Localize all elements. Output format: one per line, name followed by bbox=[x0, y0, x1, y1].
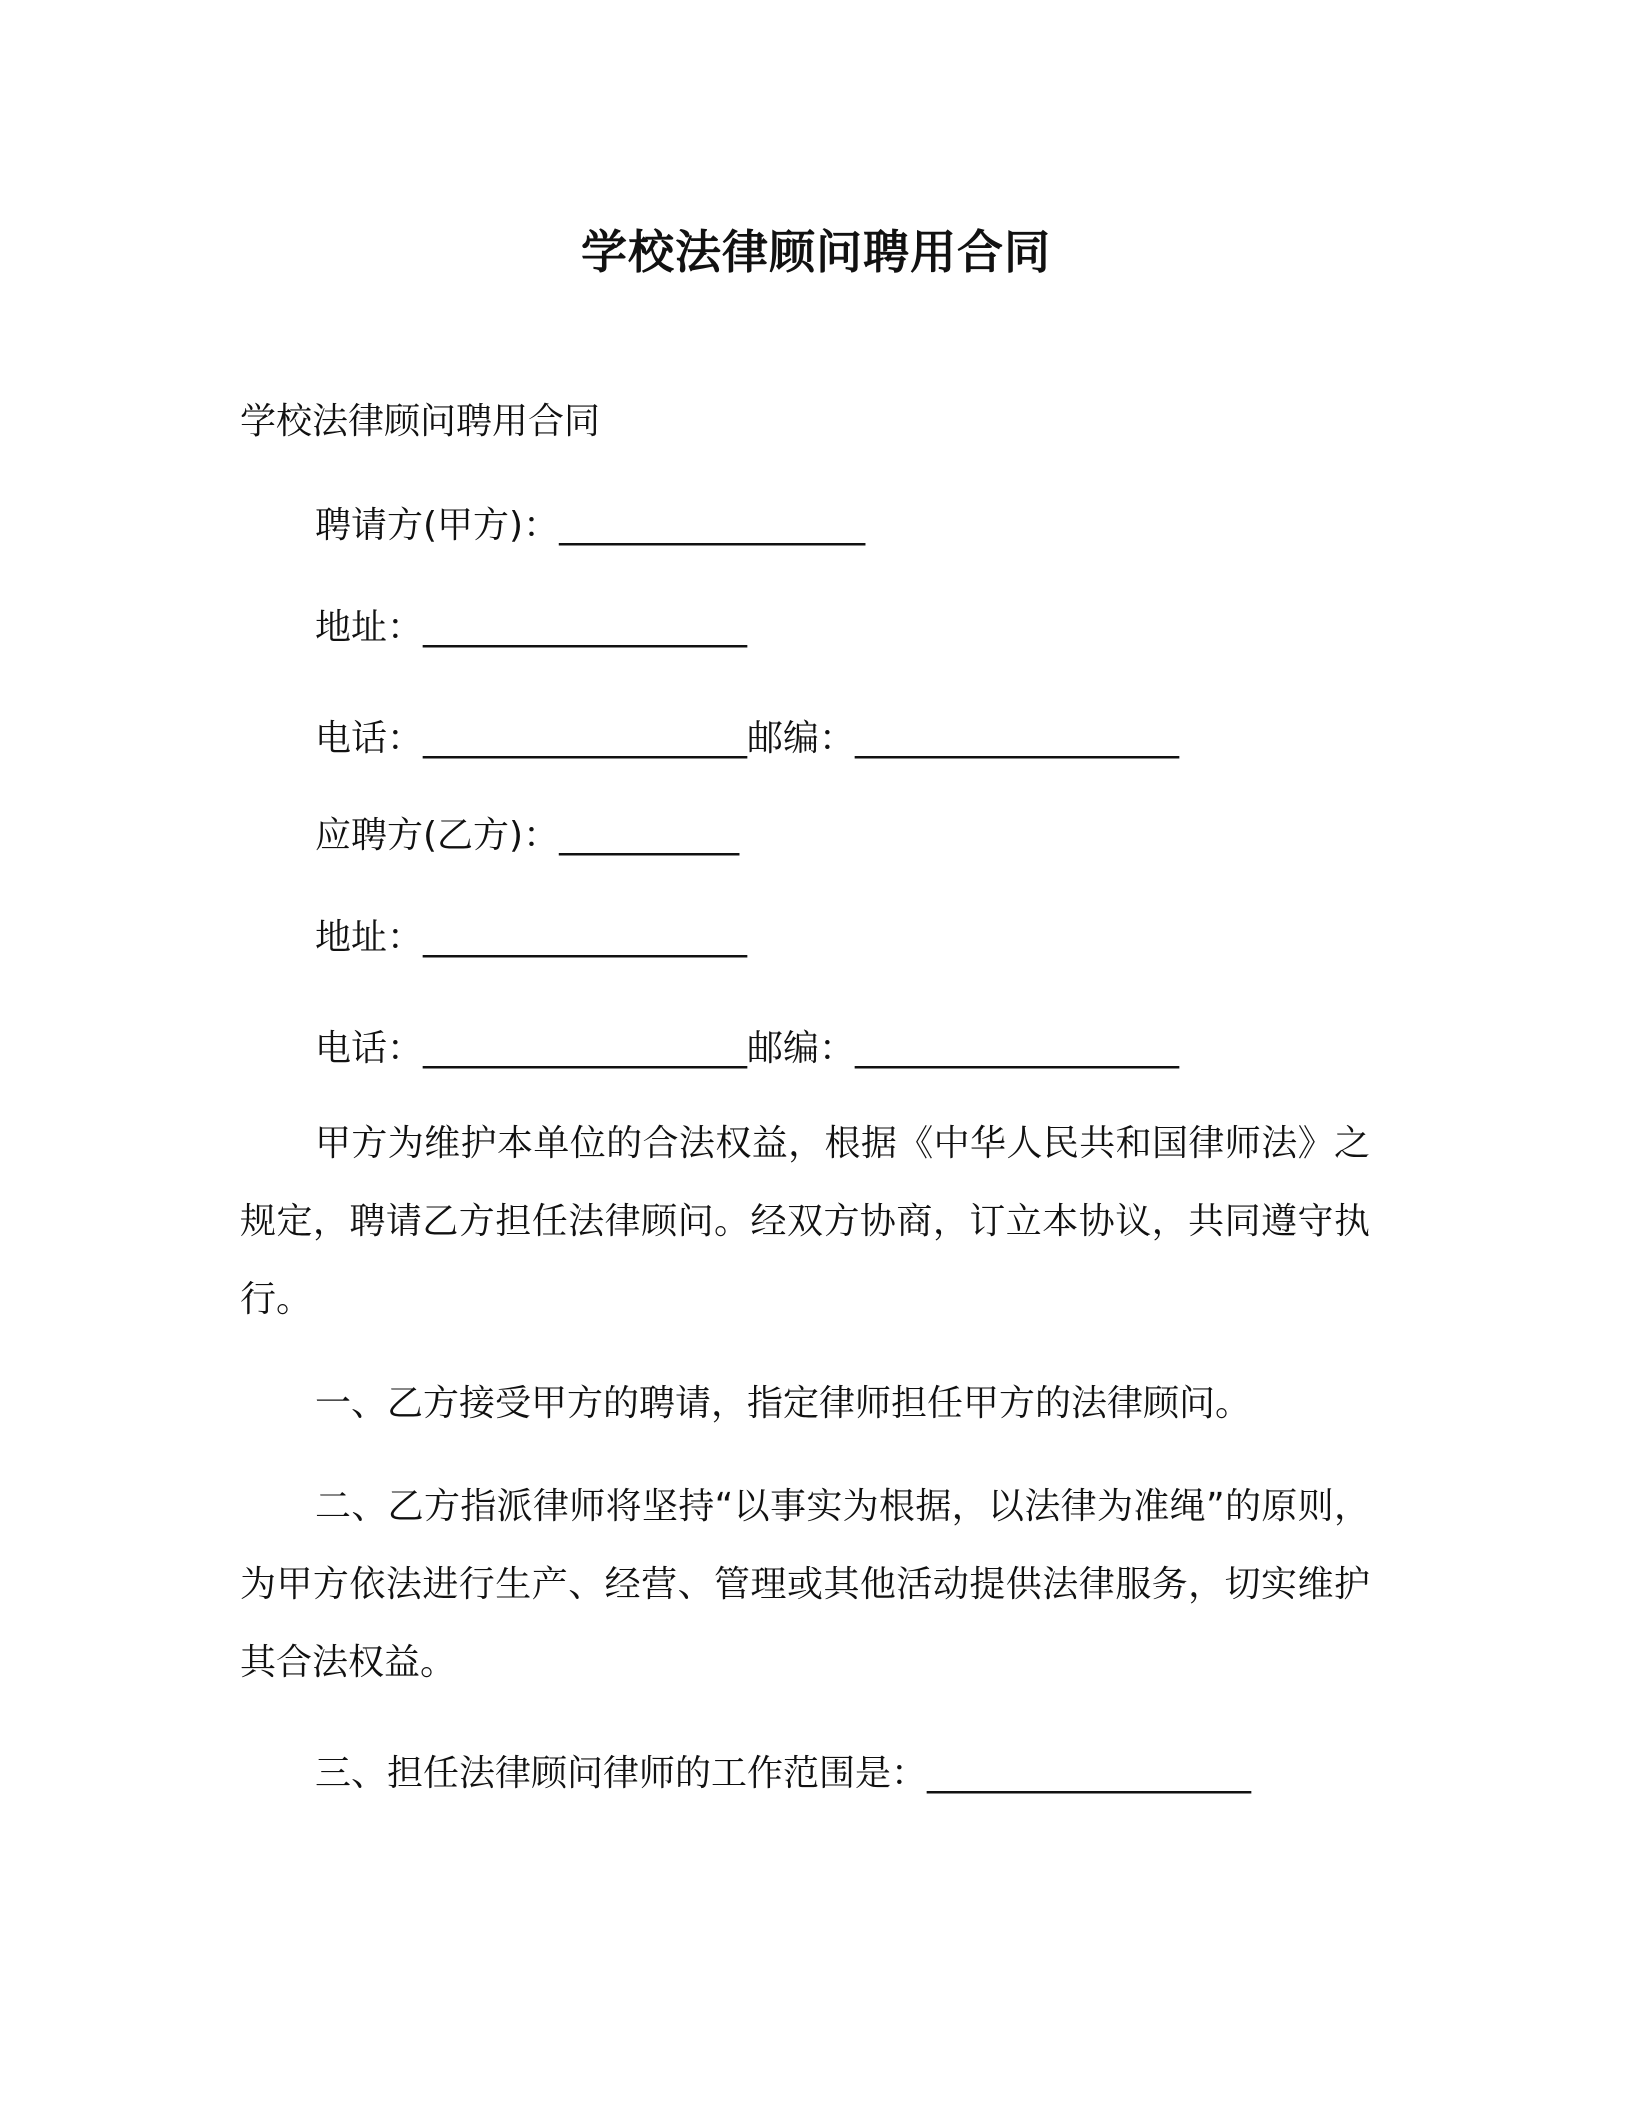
party-a-address-line bbox=[315, 604, 747, 652]
party-a-line bbox=[315, 502, 865, 550]
party-b-address-label: 地址： bbox=[315, 917, 424, 958]
clause-2-paragraph: 二、乙方指派律师将坚持“以事实为根据，以法律为准绳”的原则，为甲方依法进行生产、经营、管理或其他活动提供法律服务，切实维护其合法权益。 bbox=[240, 1486, 1370, 1683]
party-a-postcode-label: 邮编： bbox=[747, 718, 856, 759]
party-b-line bbox=[315, 812, 739, 860]
clause-3-scope-field[interactable]: __________________ bbox=[927, 1753, 1252, 1794]
party-b-phone-field[interactable]: __________________ bbox=[423, 1028, 748, 1069]
party-a-address-label: 地址： bbox=[315, 607, 424, 648]
document-subtitle: 学校法律顾问聘用合同 bbox=[240, 401, 601, 442]
clause-1-paragraph: 一、乙方接受甲方的聘请，指定律师担任甲方的法律顾问。 bbox=[315, 1383, 1252, 1424]
party-a-address-field[interactable]: __________________ bbox=[423, 607, 748, 648]
party-b-address-line bbox=[315, 914, 747, 962]
document-title: 学校法律顾问聘用合同 bbox=[581, 225, 1051, 279]
party-a-phone-label: 电话： bbox=[315, 718, 424, 759]
party-b-contact-line bbox=[315, 1025, 1179, 1073]
clause-3-line bbox=[315, 1750, 1251, 1798]
party-b-address-field[interactable]: __________________ bbox=[423, 917, 748, 958]
party-b-postcode-label: 邮编： bbox=[747, 1028, 856, 1069]
party-b-name-field[interactable]: __________ bbox=[559, 815, 740, 856]
clause-3-label: 三、担任法律顾问律师的工作范围是： bbox=[315, 1753, 928, 1794]
party-b-phone-label: 电话： bbox=[315, 1028, 424, 1069]
party-b-postcode-field[interactable]: __________________ bbox=[855, 1028, 1180, 1069]
party-a-phone-field[interactable]: __________________ bbox=[423, 718, 748, 759]
preamble-paragraph: 甲方为维护本单位的合法权益，根据《中华人民共和国律师法》之规定，聘请乙方担任法律顾问。经双方协商，订立本协议，共同遵守执行。 bbox=[240, 1123, 1370, 1320]
party-a-postcode-field[interactable]: __________________ bbox=[855, 718, 1180, 759]
party-a-contact-line bbox=[315, 715, 1179, 763]
party-a-label: 聘请方(甲方)： bbox=[315, 505, 560, 546]
party-b-label: 应聘方(乙方)： bbox=[315, 815, 560, 856]
party-a-name-field[interactable]: _________________ bbox=[559, 505, 866, 546]
